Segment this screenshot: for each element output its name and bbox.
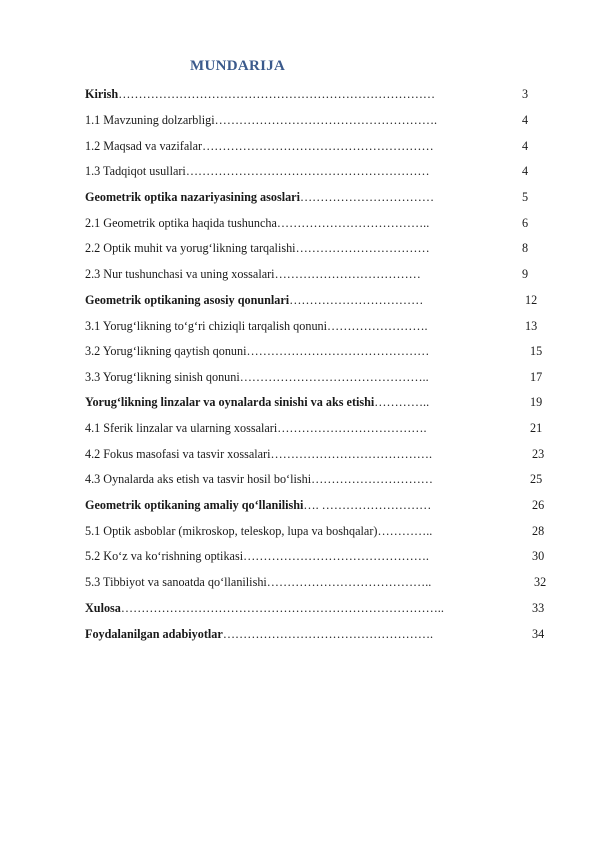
toc-entry-label: 5.2 Ko‘z va ko‘rishning optikasi — [85, 549, 244, 563]
toc-entry-leader-dots: ……………………………………… — [246, 344, 430, 358]
toc-entry-leader-dots: ………………………………….. — [266, 575, 432, 589]
toc-entry — [85, 548, 429, 564]
toc-entry-leader-dots: ……………………………………………. — [222, 627, 434, 641]
toc-entry — [85, 626, 433, 642]
toc-entry-leader-dots: ……………………………… — [274, 267, 421, 281]
toc-entry-leader-dots: …………………………… — [299, 190, 435, 204]
toc-entry-label: Geometrik optikaning asosiy qonunlari — [85, 293, 290, 307]
toc-entry-label: Xulosa — [85, 601, 121, 615]
toc-entry-page-number: 21 — [530, 421, 543, 435]
toc-title: MUNDARIJA — [190, 58, 286, 74]
toc-entry — [85, 240, 430, 256]
toc-entry-leader-dots: ………….. — [374, 395, 430, 409]
toc-entry-page-number: 19 — [530, 395, 543, 409]
toc-entry-leader-dots: …………………………………………………… — [185, 164, 430, 178]
toc-entry — [85, 266, 421, 282]
toc-entry-leader-dots: ………………………………………………… — [202, 139, 434, 153]
toc-entry-page-number: 4 — [522, 139, 529, 153]
toc-entry-leader-dots: ………………………………. — [277, 421, 427, 435]
toc-entry-label: 3.3 Yorug‘likning sinish qonuni — [85, 370, 240, 384]
toc-entry-leader-dots: …. ……………………… — [303, 498, 432, 512]
toc-entry-leader-dots: ………………………………………. — [243, 549, 429, 563]
toc-entry-label: 4.2 Fokus masofasi va tasvir xossalari — [85, 447, 271, 461]
toc-entry — [85, 600, 444, 616]
toc-entry-leader-dots: …………………………… — [295, 241, 430, 255]
toc-entry — [85, 471, 433, 487]
toc-entry-page-number: 26 — [532, 498, 545, 512]
toc-entry-page-number: 34 — [532, 627, 545, 641]
toc-entry — [85, 497, 431, 513]
toc-entry-page-number: 5 — [522, 190, 529, 204]
toc-entry — [85, 292, 423, 308]
toc-entry — [85, 420, 427, 436]
toc-entry-leader-dots: ……………………………….. — [276, 216, 430, 230]
toc-entry-page-number: 33 — [532, 601, 545, 615]
toc-entry-leader-dots: ………….. — [377, 524, 433, 538]
toc-entry-leader-dots: …………………………………………………………………….. — [120, 601, 444, 615]
toc-entry-label: Yorug‘likning linzalar va oynalarda sinishi va aks etishi — [85, 395, 375, 409]
toc-entry — [85, 189, 434, 205]
toc-entry — [85, 446, 432, 462]
toc-entry-page-number: 28 — [532, 524, 545, 538]
toc-entry-page-number: 9 — [522, 267, 529, 281]
toc-entry-page-number: 15 — [530, 344, 543, 358]
toc-entry — [85, 394, 429, 410]
toc-entry-leader-dots: …………………………………. — [270, 447, 432, 461]
toc-entry-label: 4.1 Sferik linzalar va ularning xossalari — [85, 421, 278, 435]
toc-entry-leader-dots: …………………………… — [289, 293, 424, 307]
toc-entry — [85, 138, 434, 154]
toc-entry-page-number: 12 — [525, 293, 538, 307]
toc-entry-leader-dots: ……………………………………….. — [239, 370, 429, 384]
toc-entry-label: 3.1 Yorug‘likning to‘g‘ri chiziqli tarqalish qonuni — [85, 319, 328, 333]
toc-entry-page-number: 8 — [522, 241, 529, 255]
toc-entry — [85, 86, 435, 102]
toc-entry-leader-dots: ……………………. — [327, 319, 428, 333]
toc-entry-leader-dots: ………………………… — [311, 472, 433, 486]
toc-entry-page-number: 17 — [530, 370, 543, 384]
toc-entry-page-number: 30 — [532, 549, 545, 563]
toc-entry-label: 1.1 Mavzuning dolzarbligi — [85, 113, 215, 127]
toc-entry-page-number: 6 — [522, 216, 529, 230]
toc-entry — [85, 343, 429, 359]
toc-entry-page-number: 3 — [522, 87, 529, 101]
toc-entry-label: 2.1 Geometrik optika haqida tushuncha — [85, 216, 277, 230]
toc-entry-label: 5.1 Optik asboblar (mikroskop, teleskop, lupa va boshqalar) — [85, 524, 378, 538]
toc-entry-label: Foydalanilgan adabiyotlar — [85, 627, 223, 641]
toc-entry-page-number: 25 — [530, 472, 543, 486]
toc-entry-label: 3.2 Yorug‘likning qaytish qonuni — [85, 344, 247, 358]
toc-entry-leader-dots: ………………………………………………. — [214, 113, 438, 127]
toc-entry-label: 4.3 Oynalarda aks etish va tasvir hosil bo‘lishi — [85, 472, 312, 486]
toc-entry-page-number: 23 — [532, 447, 545, 461]
toc-entry-label: Geometrik optika nazariyasining asoslari — [85, 190, 300, 204]
toc-entry — [85, 112, 437, 128]
toc-entry-leader-dots: …………………………………………………………………… — [118, 87, 436, 101]
toc-entry-page-number: 32 — [534, 575, 547, 589]
toc-entry — [85, 215, 429, 231]
toc-entry-label: 1.2 Maqsad va vazifalar — [85, 139, 203, 153]
toc-entry-label: 5.3 Tibbiyot va sanoatda qo‘llanilishi — [85, 575, 267, 589]
toc-entry — [85, 523, 432, 539]
toc-entry — [85, 318, 428, 334]
toc-entry-label: Kirish — [85, 87, 119, 101]
toc-entry-label: 2.2 Optik muhit va yorug‘likning tarqalishi — [85, 241, 296, 255]
toc-entry — [85, 369, 429, 385]
toc-entry — [85, 574, 431, 590]
toc-entry-page-number: 4 — [522, 113, 529, 127]
toc-entry — [85, 163, 430, 179]
toc-entry-label: 2.3 Nur tushunchasi va uning xossalari — [85, 267, 275, 281]
toc-entry-page-number: 13 — [525, 319, 538, 333]
toc-entry-page-number: 4 — [522, 164, 529, 178]
toc-entry-label: 1.3 Tadqiqot usullari — [85, 164, 186, 178]
toc-entry-label: Geometrik optikaning amaliy qo‘llanilishi — [85, 498, 304, 512]
